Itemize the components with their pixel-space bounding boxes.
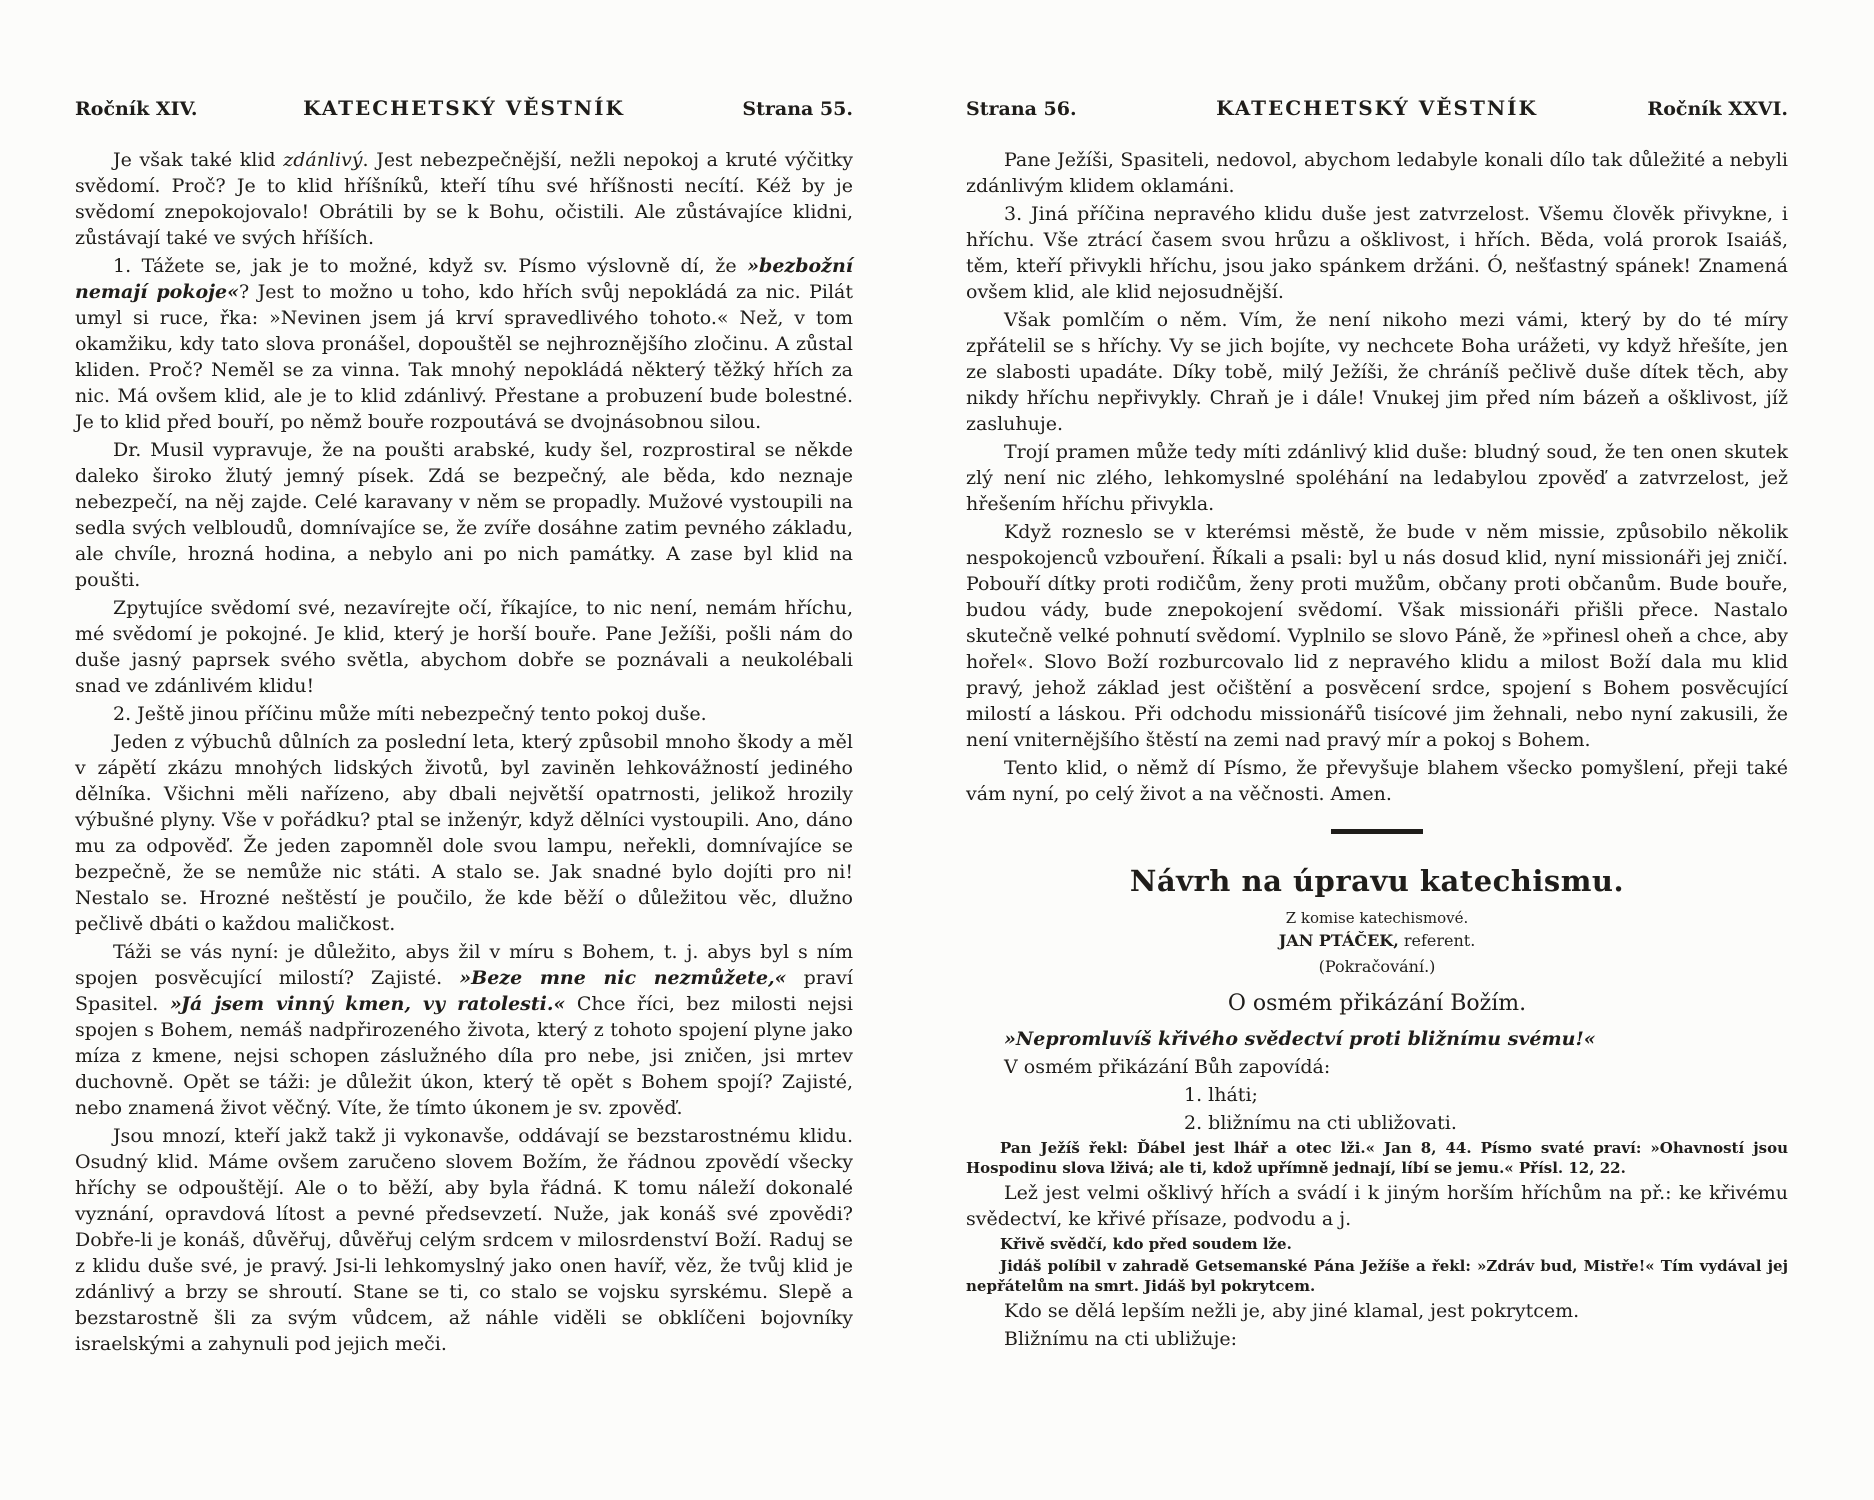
text-segment: 2. Ještě jinou příčinu může míti nebezpečný tento pokoj duše. xyxy=(113,703,707,725)
paragraph xyxy=(966,519,1788,753)
text-segment: JAN PTÁČEK, xyxy=(1278,931,1399,950)
motto-quote xyxy=(966,1026,1788,1052)
text-segment: Je však také klid xyxy=(113,149,284,171)
text-segment: referent. xyxy=(1398,931,1476,950)
text-segment: 1. lháti; xyxy=(1184,1084,1258,1106)
journal-title: KATECHETSKÝ VĚSTNÍK xyxy=(303,96,625,120)
text-segment: Křivě svědčí, kdo před soudem lže. xyxy=(1000,1235,1292,1253)
text-segment: Pan Ježíš řekl: Ďábel jest lhář a otec lži.« Jan 8, 44. Písmo svaté praví: »Ohavností jsou Hospodinu slova lživá; ale ti, kdož upřímně jednají, líbí se jemu.« Přísl. 12, 22. xyxy=(966,1139,1788,1177)
text-segment: Táži se vás nyní: je důležito, abys žil v míru s Bohem, t. j. abys byl s ním spojen posvěcující milostí? Zajisté. xyxy=(75,941,853,989)
paragraph xyxy=(75,147,853,251)
list-item xyxy=(1184,1110,1788,1136)
page-number: Strana 56. xyxy=(966,98,1077,120)
text-segment: Tento klid, o němž dí Písmo, že převyšuje blahem všecko pomyšlení, přeji také vám nyní, po celý život a na věčnosti. Amen. xyxy=(966,757,1788,805)
text-segment: »bezbožní nemají pokoje« xyxy=(75,255,853,303)
text-segment: V osmém přikázání Bůh zapovídá: xyxy=(1004,1056,1331,1078)
text-segment: Když rozneslo se v kterémsi městě, že bude v něm missie, způsobilo několik nespokojenců vzbouření. Říkali a psali: byl u nás dosud klid, nyní missionáři jej zničí. Pobouří dítky proti rodičům, ženy proti mužům, občany proti občanům. Bude bouře, budou vády, bude znepokojení svědomí. Však missionáři přišli přece. Nastalo skutečně velké pohnutí svědomí. Vyplnilo se slovo Páně, že »přinesl oheň a chce, aby hořel«. Slovo Boží rozburcovalo lid z nepravého klidu a milost Boží dala mu klid pravý, jehož základ jest očištění a posvěcení srdce, spojení s Bohem posvěcující milostí a láskou. Při odchodu missionářů tisícové jim žehnali, nebo nyní zakusili, že není vniternějšího štěstí na zemi nad pravý mír a pokoj s Bohem. xyxy=(966,521,1788,751)
paragraph xyxy=(966,201,1788,305)
text-segment: 1. Tážete se, jak je to možné, když sv. Písmo výslovně dí, že xyxy=(113,255,748,277)
volume-label: Ročník XXVI. xyxy=(1647,98,1788,120)
text-segment: . Jest nebezpečnější, nežli nepokoj a kruté výčitky svědomí. Proč? Je to klid hříšníků, kteří tíhu své hříšnosti necítí. Kéž by je svědomí znepokojovalo! Obrátili by se k Bohu, očistili. Ale zůstávajíce klidni, zůstávají také ve svých hříších. xyxy=(75,149,853,249)
text-segment: Jsou mnozí, kteří jakž takž ji vykonavše, oddávají se bezstarostnému klidu. Osudný klid. Máme ovšem zaručeno slovem Božím, že řádnou zpovědí všecky hříchy se odpouštějí. Ale o to běží, aby byla řádná. K tomu náleží dokonalé vyznání, opravdová lítost a pevné předsevzetí. Nuže, jak konáš své zpovědi? Dobře-li je konáš, důvěřuj, důvěřuj celým srdcem v milosrdenství Boží. Raduj se z klidu duše své, je pravý. Jsi-li lehkomyslný jako onen havíř, věz, že tvůj klid je zdánlivý a brzy se shroutí. Stane se ti, co stalo se vojsku syrskému. Slepě a bezstarostně šli za svým vůdcem, až náhle viděli se obklíčeni bojovníky israelskými a zahynuli pod jejich meči. xyxy=(75,1125,853,1355)
text-segment: zdánlivý xyxy=(283,149,363,171)
paragraph xyxy=(966,755,1788,807)
text-segment: »Nepromluvíš křivého svědectví proti bližnímu svému!« xyxy=(1004,1028,1596,1050)
text-segment: Z komise katechismové. xyxy=(1285,909,1469,927)
paragraph xyxy=(966,1298,1788,1324)
paragraph xyxy=(75,701,853,727)
text-segment: (Pokračování.) xyxy=(1318,957,1436,976)
page-body xyxy=(75,147,853,1357)
section-divider xyxy=(1331,829,1423,834)
text-segment: Jidáš políbil v zahradě Getsemanské Pána Ježíše a řekl: »Zdráv bud, Mistře!« Tím vydával jej nepřátelům na smrt. Jidáš byl pokrytcem. xyxy=(966,1257,1788,1295)
text-segment: Dr. Musil vypravuje, že na poušti arabské, kudy šel, rozprostiral se někde daleko široko žlutý jemný písek. Zdá se bezpečný, ale běda, kdo neznaje nebezpečí, na něj zajde. Celé karavany v něm se propadly. Mužové vystoupili na sedla svých velbloudů, domnívajíce se, že zvíře dosáhne zatim pevného základu, ale chvíle, hrozná hodina, a nebylo ani po nich památky. A zase byl klid na poušti. xyxy=(75,439,853,591)
text-segment: »Beze mne nic nezmůžete,« xyxy=(459,967,787,989)
paragraph xyxy=(75,729,853,937)
fine-print xyxy=(966,1256,1788,1296)
paragraph xyxy=(966,147,1788,199)
article-byline xyxy=(966,930,1788,952)
page-left xyxy=(75,96,853,1359)
text-segment: Pane Ježíši, Spasiteli, nedovol, abychom ledabyle konali dílo tak důležité a nebyli zdánlivým klidem oklamáni. xyxy=(966,149,1788,197)
page-header xyxy=(75,96,853,120)
text-segment: »Já jsem vinný kmen, vy ratolesti.« xyxy=(169,993,566,1015)
text-segment: Chce říci, bez milosti nejsi spojen s Bohem, nemáš nadpřirozeného života, který z tohoto spojení plyne jako míza z kmene, nejsi schopen záslužného díla pro nebe, jsi zničen, jsi mrtev duchovně. Opět se táži: je důležit úkon, který tě opět s Bohem spojí? Zajisté, nebo znamená život věčný. Víte, že tímto úkonem je sv. zpověď. xyxy=(75,993,854,1119)
text-segment: Návrh na úpravu katechismu. xyxy=(1129,864,1625,898)
text-segment: Bližnímu na cti ubližuje: xyxy=(1004,1328,1238,1350)
text-segment: ? Jest to možno u toho, kdo hřích svůj nepokládá za nic. Pilát umyl si ruce, řka: »Nevinen jsem já krví spravedlivého tohoto.« Než, v tom okamžiku, kdy tato slova pronášel, dopouštěl se nejhroznějšího zločinu. A zůstal kliden. Proč? Neměl se za vinna. Tak mnohý nepokládá některý těžký hřích za nic. Má ovšem klid, ale je to klid zdánlivý. Přestane a probuzení bude bolestné. Je to klid před bouří, po němž bouře rozpoutává se dvojnásobnou silou. xyxy=(75,281,853,433)
article-title xyxy=(966,864,1788,898)
text-segment: O osmém přikázání Božím. xyxy=(1227,991,1527,1016)
paragraph xyxy=(75,939,853,1121)
page-header xyxy=(966,96,1788,120)
article-subtitle xyxy=(966,908,1788,928)
paragraph xyxy=(966,1180,1788,1232)
paragraph xyxy=(75,1123,853,1357)
section-heading xyxy=(966,990,1788,1018)
list-item xyxy=(1184,1082,1788,1108)
text-segment: 2. bližnímu na cti ubližovati. xyxy=(1184,1112,1457,1134)
text-segment: Trojí pramen může tedy míti zdánlivý klid duše: bludný soud, že ten onen skutek zlý není nic zlého, lehkomyslné spoléhání na ledabylou zpověď a zatvrzelost, jež hřešením hříchu přivykla. xyxy=(966,441,1788,515)
text-segment: 3. Jiná příčina nepravého klidu duše jest zatvrzelost. Všemu člověk přivykne, i hříchu. Vše ztrácí časem svou hrůzu a ošklivost, i hřích. Běda, volá prorok Isaiáš, těm, kteří přivykli hříchu, jsou jako spánkem držáni. Ó, nešťastný spánek! Znamená ovšem klid, ale klid nejosudnější. xyxy=(966,203,1788,303)
paragraph xyxy=(75,253,853,435)
text-segment: Lež jest velmi ošklivý hřích a svádí i k jiným horším hříchům na př.: ke křivému svědectví, ke křivé přísaze, podvodu a j. xyxy=(966,1182,1788,1230)
text-segment: Zpytujíce svědomí své, nezavírejte očí, říkajíce, to nic není, nemám hříchu, mé svědomí je pokojné. Je klid, který je horší bouře. Pane Ježíši, pošli nám do duše jasný paprsek svého světla, abychom dobře se poznávali a neukolébali snad ve zdánlivém klidu! xyxy=(75,597,853,697)
text-segment: praví Spasitel. xyxy=(75,967,853,1015)
paragraph xyxy=(75,437,853,593)
text-segment: Však pomlčím o něm. Vím, že není nikoho mezi vámi, který by do té míry zpřátelil se s hříchy. Vy se jich bojíte, vy nechcete Boha urážeti, vy když hřešíte, jen ze slabosti upadáte. Díky tobě, milý Ježíši, že chráníš pečlivě duše dítek těch, aby nikdy hříchu nepřivykly. Chraň je i dále! Vnukej jim před ním bázeň a ošklivost, jíž zasluhuje. xyxy=(966,309,1788,435)
text-segment: Jeden z výbuchů důlních za poslední leta, který způsobil mnoho škody a měl v zápětí zkázu mnohých lidských životů, byl zaviněn lehkovážností jediného dělníka. Všichni měli nařízeno, aby dbali největší opatrnosti, jelikož hrozily výbušné plyny. Vše v pořádku? ptal se inženýr, když dělníci vystoupili. Ano, dáno mu za odpověď. Že jeden zapomněl dole svou lampu, neřekli, domnívajíce se bezpečně, že se nemůže nic státi. A stalo se. Jak snadné bylo dojíti pro ni! Nestalo se. Hrozné neštěstí je poučilo, že kde běží o důležitou věc, dlužno pečlivě dbáti o každou maličkost. xyxy=(75,731,853,935)
text-segment: Kdo se dělá lepším nežli je, aby jiné klamal, jest pokrytcem. xyxy=(1004,1300,1580,1322)
page-body xyxy=(966,147,1788,1352)
fine-print xyxy=(966,1234,1788,1254)
fine-print xyxy=(966,1138,1788,1178)
paragraph xyxy=(966,1054,1788,1080)
continuation-note xyxy=(966,956,1788,978)
page-right xyxy=(966,96,1788,1354)
paragraph xyxy=(75,595,853,699)
paragraph xyxy=(966,1326,1788,1352)
paragraph xyxy=(966,307,1788,437)
journal-title: KATECHETSKÝ VĚSTNÍK xyxy=(1216,96,1538,120)
volume-label: Ročník XIV. xyxy=(75,98,198,120)
page-number: Strana 55. xyxy=(742,98,853,120)
paragraph xyxy=(966,439,1788,517)
